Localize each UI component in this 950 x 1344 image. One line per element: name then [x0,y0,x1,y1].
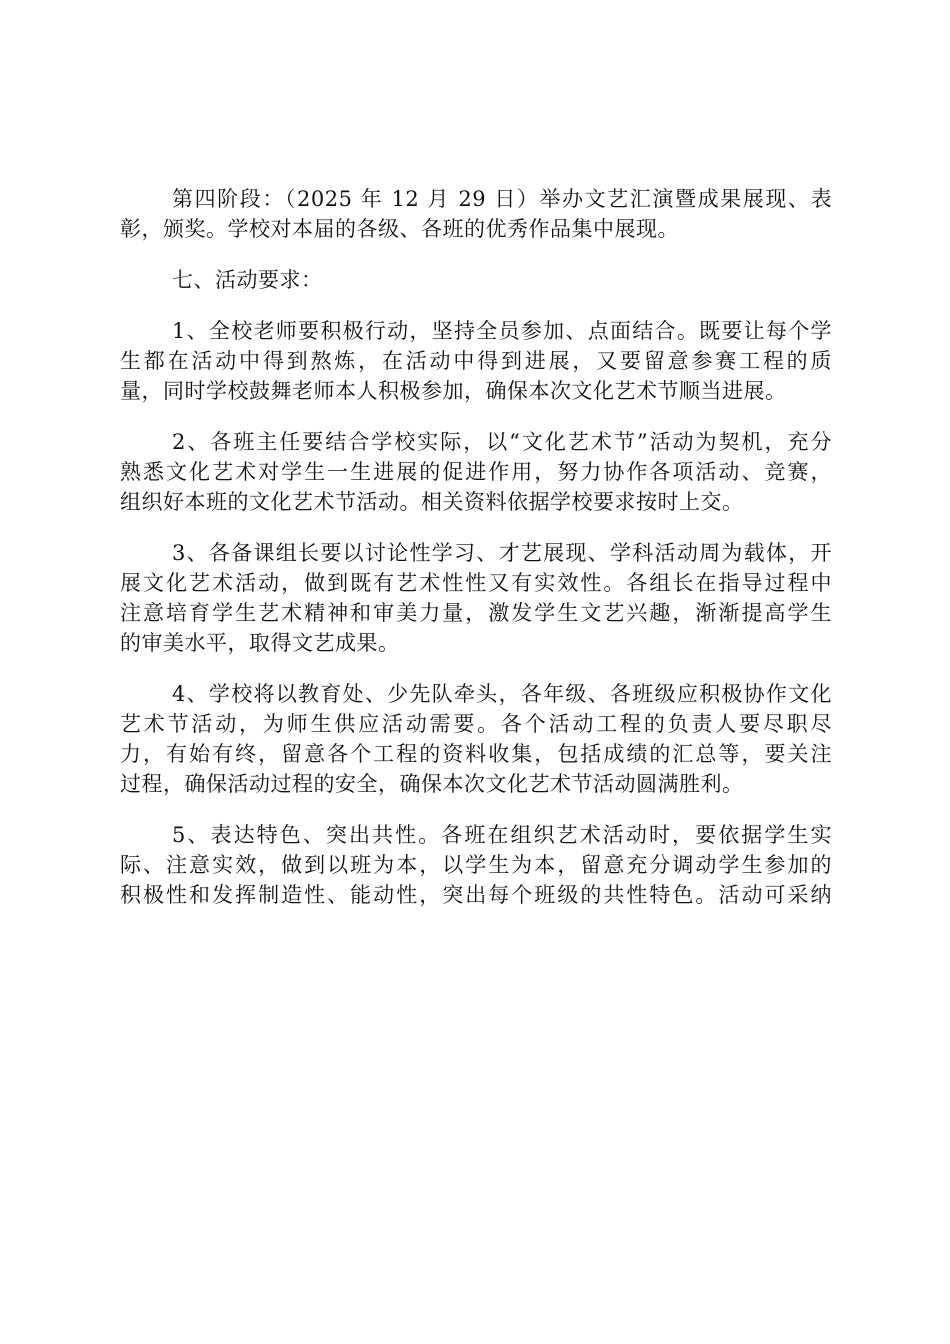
text-line: 组织好本班的文化艺术节活动。相关资料依据学校要求按时上交。 [120,490,744,514]
text-line: 第四阶段：（2025 年 12 月 29 日）举办文艺汇演暨成果展现、表 [172,187,832,211]
text-line: 积极性和发挥制造性、能动性，突出每个班级的共性特色。活动可采纳 [120,883,832,907]
paragraph-requirement-4 [120,679,832,799]
document-body [120,184,832,910]
text-line: 3、各备课组长要以讨论性学习、才艺展现、学科活动周为载体，开 [172,541,832,565]
text-line: 量，同时学校鼓舞老师本人积极参加，确保本次文化艺术节顺当进展。 [120,379,787,403]
text-line: 展文化艺术活动，做到既有艺术性性又有实效性。各组长在指导过程中 [120,571,832,595]
text-line: 过程，确保活动过程的安全，确保本次文化艺术节活动圆满胜利。 [120,772,744,796]
paragraph-requirement-5 [120,820,832,910]
text-line: 4、学校将以教育处、少先队牵头，各年级、各班级应积极协作文化 [172,682,832,706]
paragraph-requirement-2 [120,427,832,517]
text-line: 的审美水平，取得文艺成果。 [120,631,400,655]
text-line: 艺术节活动，为师生供应活动需要。各个活动工程的负责人要尽职尽 [120,712,832,736]
text-line: 彰，颁奖。学校对本届的各级、各班的优秀作品集中展现。 [120,217,679,241]
paragraph-requirement-1 [120,316,832,406]
text-line: 熟悉文化艺术对学生一生进展的促进作用，努力协作各项活动、竞赛， [120,460,832,484]
text-line: 际、注意实效，做到以班为本，以学生为本，留意充分调动学生参加的 [120,853,832,877]
text-line: 1、全校老师要积极行动，坚持全员参加、点面结合。既要让每个学 [172,319,832,343]
section-heading: 七、活动要求： [172,268,323,292]
text-line: 注意培育学生艺术精神和审美力量，激发学生文艺兴趣，渐渐提高学生 [120,601,832,625]
paragraph-section-seven-heading [120,265,832,295]
paragraph-requirement-3 [120,538,832,658]
text-line: 2、各班主任要结合学校实际，以“文化艺术节”活动为契机，充分 [172,430,832,454]
text-line: 5、表达特色、突出共性。各班在组织艺术活动时，要依据学生实 [172,823,832,847]
text-line: 力，有始有终，留意各个工程的资料收集，包括成绩的汇总等，要关注 [120,742,832,766]
text-line: 生都在活动中得到熬炼，在活动中得到进展，又要留意参赛工程的质 [120,349,832,373]
paragraph-stage-four [120,184,832,244]
